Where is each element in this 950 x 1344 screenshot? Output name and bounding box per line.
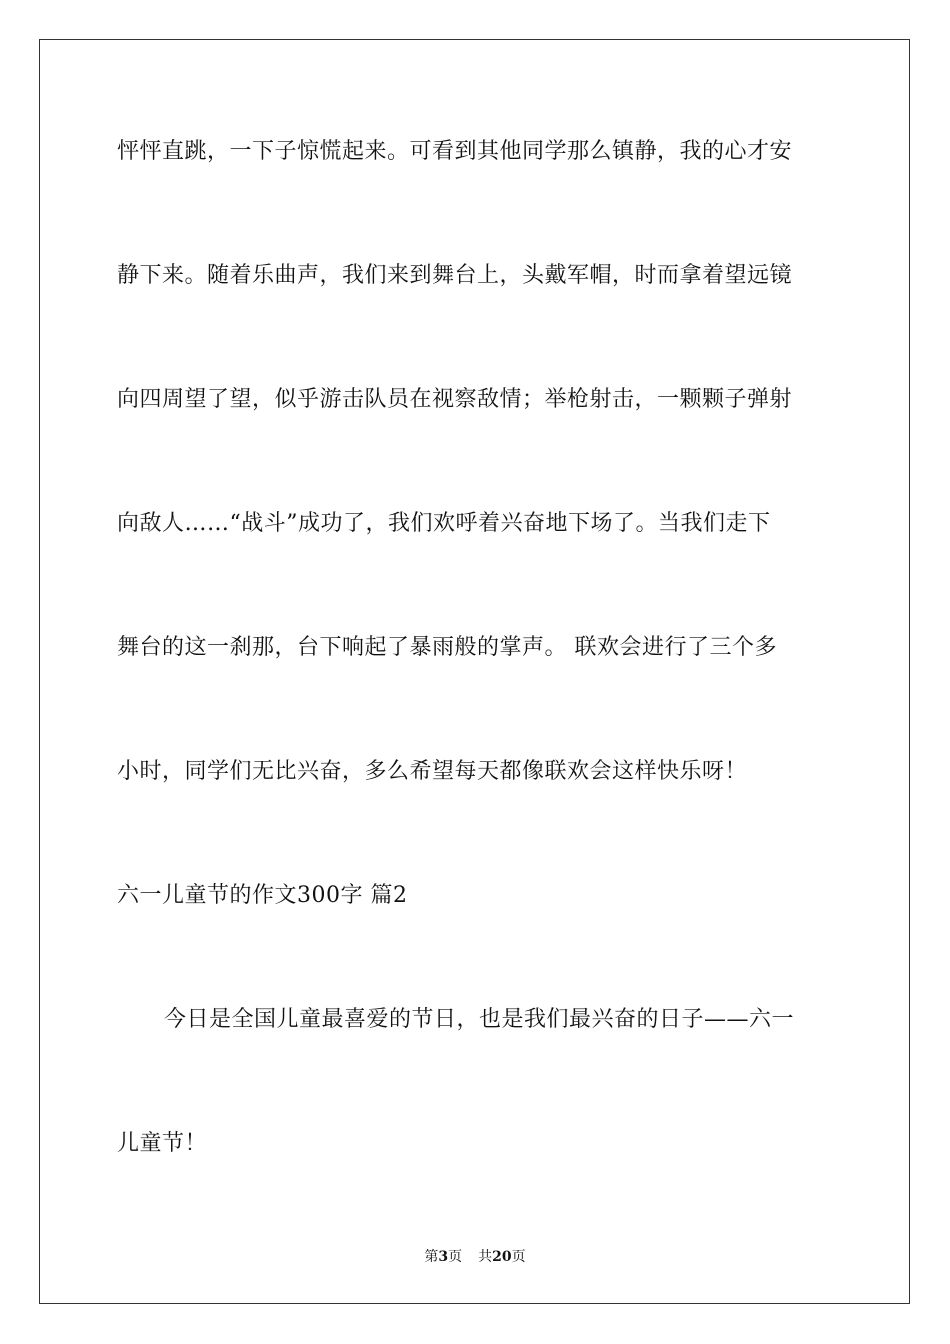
body-line: 舞台的这一刹那，台下响起了暴雨般的掌声。 联欢会进行了三个多 [117, 635, 777, 660]
section-heading: 六一儿童节的作文300字 篇2 [117, 883, 408, 908]
body-line: 小时，同学们无比兴奋，多么希望每天都像联欢会这样快乐呀！ [117, 759, 748, 784]
total-suffix: 页 [511, 1249, 526, 1265]
body-line: 向四周望了望，似乎游击队员在视察敌情；举枪射击，一颗颗子弹射 [117, 387, 793, 412]
body-line: 怦怦直跳，一下子惊慌起来。可看到其他同学那么镇静，我的心才安 [117, 139, 793, 164]
total-page-count: 20 [492, 1249, 512, 1265]
page-prefix: 第 [424, 1249, 439, 1265]
paragraph-line: 儿童节！ [117, 1131, 208, 1156]
page-suffix: 页 [448, 1249, 463, 1265]
body-line: 向敌人……“战斗”成功了，我们欢呼着兴奋地下场了。当我们走下 [117, 511, 771, 536]
body-line: 静下来。随着乐曲声，我们来到舞台上，头戴军帽，时而拿着望远镜 [117, 263, 793, 288]
page-footer [0, 1247, 950, 1267]
current-page-number: 3 [438, 1249, 449, 1265]
page-border [39, 39, 910, 1304]
paragraph-line: 今日是全国儿童最喜爱的节日，也是我们最兴奋的日子——六一 [164, 1007, 795, 1032]
total-prefix: 共 [478, 1249, 493, 1265]
